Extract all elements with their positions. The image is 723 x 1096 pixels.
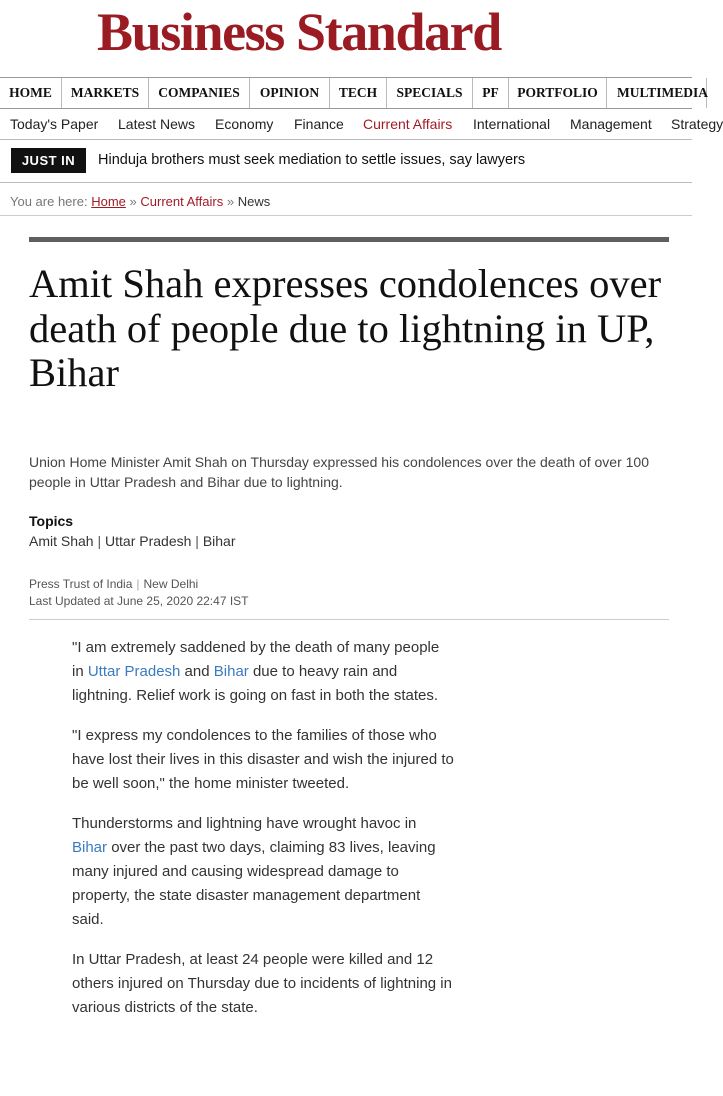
breadcrumb-home[interactable]: Home <box>91 194 126 209</box>
nav-item-opinion[interactable]: OPINION <box>250 78 330 108</box>
topic-bihar[interactable]: Bihar <box>202 533 236 549</box>
topic-separator: | <box>195 533 199 549</box>
headline-top-rule <box>29 237 669 242</box>
paragraph-text: over the past two days, claiming 83 lives, leaving many injured and causing widespread damage to property, the state disaster management department said. <box>72 839 436 928</box>
paragraph-text: due to heavy rain and lightning. Relief work is going on fast in both the states. <box>72 663 439 704</box>
article-paragraph <box>72 724 454 796</box>
primary-nav <box>0 77 709 109</box>
subnav-todays-paper[interactable]: Today's Paper <box>10 116 99 132</box>
nav-item-tech[interactable]: TECH <box>330 78 387 108</box>
paragraph-text: "I express my condolences to the families of those who have lost their lives in this disaster and wish the injured to be well soon," the home minister tweeted. <box>72 727 454 792</box>
topic-separator: | <box>97 533 102 549</box>
site-logo[interactable]: Business Standard <box>97 2 501 62</box>
breadcrumb-current-affairs[interactable]: Current Affairs <box>140 194 224 209</box>
breadcrumb-current: News <box>237 194 271 209</box>
just-in-bar <box>0 140 692 183</box>
paragraph-text: In Uttar Pradesh, at least 24 people were killed and 12 others injured on Thursday due to incidents of lightning in various districts of the state. <box>72 951 452 1016</box>
topics-label: Topics <box>29 513 74 529</box>
breadcrumb-prefix: You are here: <box>10 194 88 209</box>
byline-separator: | <box>136 577 140 591</box>
nav-item-pf[interactable]: PF <box>473 78 509 108</box>
link-uttar-pradesh[interactable]: Uttar Pradesh <box>87 663 181 680</box>
subnav-international[interactable]: International <box>473 116 551 132</box>
subnav-finance[interactable]: Finance <box>294 116 344 132</box>
breadcrumb-separator: » <box>129 194 137 209</box>
nav-item-markets[interactable]: MARKETS <box>62 78 149 108</box>
masthead <box>0 0 692 76</box>
article-headline: Amit Shah expresses condolences over death of people due to lightning in UP, Bihar <box>29 261 662 395</box>
paragraph-text: Thunderstorms and lightning have wrought havoc in <box>72 815 417 832</box>
just-in-badge: JUST IN <box>11 148 86 173</box>
breadcrumb <box>0 182 692 216</box>
last-updated: Last Updated at June 25, 2020 22:47 IST <box>29 594 249 608</box>
paragraph-text: and <box>180 663 214 680</box>
topics-list <box>29 533 236 549</box>
nav-item-multimedia[interactable]: MULTIMEDIA <box>607 78 707 108</box>
topic-amit-shah[interactable]: Amit Shah <box>29 533 94 549</box>
article-summary: Union Home Minister Amit Shah on Thursday expressed his condolences over the death of over 100 people in Uttar Pradesh and Bihar due to lightning. <box>29 454 649 490</box>
link-bihar[interactable]: Bihar <box>213 663 249 680</box>
nav-item-specials[interactable]: SPECIALS <box>387 78 473 108</box>
link-bihar[interactable]: Bihar <box>72 839 108 856</box>
topic-uttar-pradesh[interactable]: Uttar Pradesh <box>105 533 192 549</box>
byline-location: New Delhi <box>143 577 199 591</box>
subnav-latest-news[interactable]: Latest News <box>118 116 196 132</box>
subnav-management[interactable]: Management <box>570 116 652 132</box>
article-paragraph <box>72 812 454 932</box>
nav-item-companies[interactable]: COMPANIES <box>149 78 250 108</box>
meta-divider <box>29 619 669 620</box>
paragraph-text: "I am extremely saddened by the death of many people in <box>72 639 440 680</box>
secondary-nav <box>0 109 723 140</box>
nav-item-portfolio[interactable]: PORTFOLIO <box>509 78 607 108</box>
article-body <box>72 636 454 1036</box>
nav-item-home[interactable]: HOME <box>0 78 62 108</box>
subnav-current-affairs[interactable]: Current Affairs <box>363 116 453 132</box>
byline-source: Press Trust of India <box>29 577 133 591</box>
byline <box>29 577 198 591</box>
article-paragraph <box>72 948 454 1020</box>
subnav-strategy[interactable]: Strategy <box>671 116 723 132</box>
just-in-headline[interactable]: Hinduja brothers must seek mediation to settle issues, say lawyers <box>98 152 526 168</box>
article-paragraph <box>72 636 454 708</box>
breadcrumb-separator: » <box>226 194 235 209</box>
subnav-economy[interactable]: Economy <box>215 116 274 132</box>
